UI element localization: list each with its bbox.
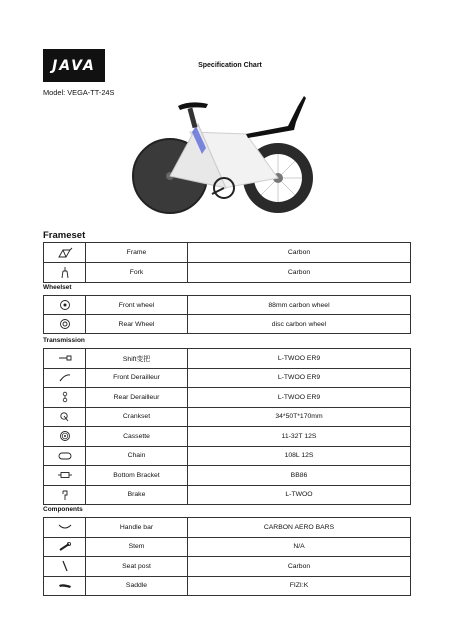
spec-value: 34*50T*170mm: [188, 407, 411, 427]
spec-value: BB86: [188, 466, 411, 486]
spec-name: Rear Wheel: [86, 315, 188, 334]
wheelset-table: [43, 295, 411, 334]
stem-icon: [57, 541, 73, 553]
page-title: Specification Chart: [198, 62, 262, 69]
table-row: [44, 296, 411, 315]
shifter-icon: [57, 352, 73, 364]
spec-name: Fork: [86, 263, 188, 283]
table-row: [44, 368, 411, 388]
fork-icon: [57, 267, 73, 279]
saddle-icon: [57, 580, 73, 592]
table-row: [44, 446, 411, 466]
model-label: Model: VEGA-TT-24S: [43, 88, 115, 97]
spec-name: Stem: [86, 537, 188, 557]
spec-name: Chain: [86, 446, 188, 466]
spec-name: Frame: [86, 243, 188, 263]
spec-name: Crankset: [86, 407, 188, 427]
section-title-wheelset: Wheelset: [43, 284, 72, 291]
table-row: [44, 485, 411, 505]
table-row: [44, 349, 411, 369]
spec-value: Carbon: [188, 243, 411, 263]
table-row: [44, 518, 411, 538]
section-title-components: Components: [43, 506, 83, 513]
spec-value: 108L 12S: [188, 446, 411, 466]
bottom-bracket-icon: [57, 469, 73, 481]
spec-value: L-TWOO ER9: [188, 349, 411, 369]
spec-value: 88mm carbon wheel: [188, 296, 411, 315]
section-title-transmission: Transmission: [43, 337, 85, 344]
table-row: [44, 407, 411, 427]
table-row: [44, 576, 411, 596]
logo-text: JAVA: [52, 57, 96, 74]
spec-name: Front Derailleur: [86, 368, 188, 388]
crankset-icon: [57, 411, 73, 423]
frameset-table: [43, 242, 411, 283]
spec-name: Cassette: [86, 427, 188, 447]
wheel-icon: [57, 299, 73, 311]
spec-name: Shift变把: [86, 349, 188, 369]
spec-value: Carbon: [188, 263, 411, 283]
spec-value: N/A: [188, 537, 411, 557]
table-row: [44, 537, 411, 557]
table-row: [44, 315, 411, 334]
spec-name: Brake: [86, 485, 188, 505]
chain-icon: [57, 450, 73, 462]
cassette-icon: [57, 430, 73, 442]
spec-name: Seat post: [86, 557, 188, 577]
table-row: [44, 263, 411, 283]
frame-icon: [57, 247, 73, 259]
spec-name: Front wheel: [86, 296, 188, 315]
spec-name: Rear Derailleur: [86, 388, 188, 408]
components-table: [43, 517, 411, 596]
spec-value: L-TWOO: [188, 485, 411, 505]
table-row: [44, 466, 411, 486]
handlebar-icon: [57, 521, 73, 533]
section-title-frameset: Frameset: [43, 230, 86, 241]
brake-icon: [57, 489, 73, 501]
front-derailleur-icon: [57, 372, 73, 384]
spec-value: Carbon: [188, 557, 411, 577]
wheel-icon: [57, 318, 73, 330]
table-row: [44, 388, 411, 408]
spec-value: L-TWOO ER9: [188, 368, 411, 388]
table-row: [44, 427, 411, 447]
spec-name: Handle bar: [86, 518, 188, 538]
spec-value: disc carbon wheel: [188, 315, 411, 334]
bike-image: [128, 96, 324, 216]
spec-name: Bottom Bracket: [86, 466, 188, 486]
spec-name: Saddle: [86, 576, 188, 596]
transmission-table: [43, 348, 411, 505]
spec-value: 11-32T 12S: [188, 427, 411, 447]
spec-value: CARBON AERO BARS: [188, 518, 411, 538]
spec-value: FIZI:K: [188, 576, 411, 596]
seatpost-icon: [57, 560, 73, 572]
rear-derailleur-icon: [57, 391, 73, 403]
table-row: [44, 243, 411, 263]
brand-logo: [43, 49, 105, 82]
spec-value: L-TWOO ER9: [188, 388, 411, 408]
table-row: [44, 557, 411, 577]
